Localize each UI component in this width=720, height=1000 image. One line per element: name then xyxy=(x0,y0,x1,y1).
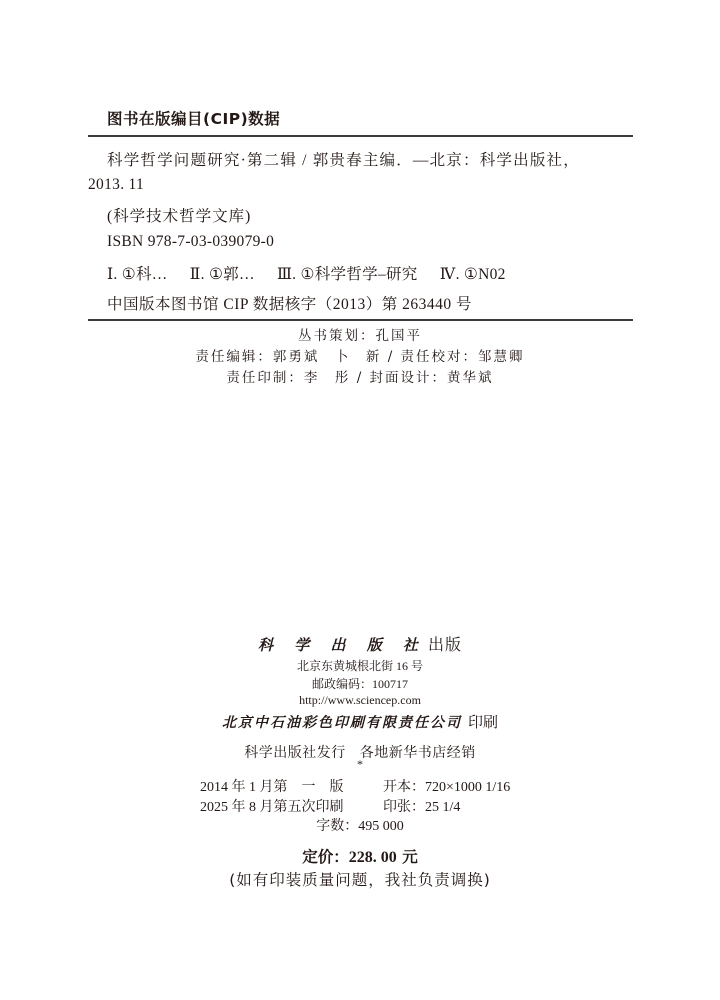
classification-item: Ⅱ. ①郭… xyxy=(189,266,255,283)
publisher-address: 北京东黄城根北街 16 号 xyxy=(296,659,423,673)
editors-credit: 责任编辑：郭勇斌 卜 新 / 责任校对：邹慧卿 xyxy=(195,349,525,365)
publisher-line xyxy=(0,632,720,655)
retailer: 各地新华书店经销 xyxy=(359,746,476,761)
price-value: 228. 00 xyxy=(348,849,397,866)
cip-bibliographic-line: 科学哲学问题研究·第二辑 / 郭贵春主编．—北京：科学出版社， xyxy=(107,152,580,169)
cip-bottom-rule xyxy=(88,319,633,321)
cip-classification-line xyxy=(107,262,524,284)
cip-title: 图书在版编目(CIP)数据 xyxy=(107,110,281,128)
format-info: 开本：720×1000 1/16 xyxy=(383,780,511,795)
cip-series-line: (科学技术哲学文库) xyxy=(107,208,252,225)
printer-suffix: 印刷 xyxy=(467,715,498,731)
classification-item: Ⅲ. ①科学哲学–研究 xyxy=(276,266,418,283)
edition-info: 2014 年 1 月第 一 版 xyxy=(200,780,344,795)
production-credit: 责任印制：李 彤 / 封面设计：黄华斌 xyxy=(226,370,494,386)
cip-isbn-line: ISBN 978-7-03-039079-0 xyxy=(107,233,275,250)
distributor: 科学出版社发行 xyxy=(244,746,346,761)
cip-top-rule xyxy=(88,135,633,137)
series-planner-credit: 丛书策划：孔国平 xyxy=(298,328,422,344)
cip-date-line: 2013. 11 xyxy=(88,176,145,193)
price-label: 定价： xyxy=(302,848,349,866)
classification-item: Ⅳ. ①N02 xyxy=(439,266,506,283)
word-count: 字数：495 000 xyxy=(316,819,404,834)
sheets-info: 印张：25 1/4 xyxy=(383,800,461,815)
price-unit: 元 xyxy=(396,848,418,866)
printer-line xyxy=(0,711,720,732)
postal-code: 邮政编码：100717 xyxy=(311,677,408,691)
printer-name: 北京中石油彩色印刷有限责任公司 xyxy=(221,715,462,731)
publisher-url: http://www.sciencep.com xyxy=(299,693,421,707)
printing-info: 2025 年 8 月第五次印刷 xyxy=(200,800,344,815)
publisher-logo-text: 科 学 出 版 社 xyxy=(258,636,426,654)
price-line xyxy=(0,845,720,867)
separator-asterisk: * xyxy=(357,757,363,771)
publisher-suffix: 出版 xyxy=(427,637,462,654)
classification-item: Ⅰ. ①科… xyxy=(107,266,168,283)
cip-record-number: 中国版本图书馆 CIP 数据核字（2013）第 263440 号 xyxy=(107,296,473,313)
quality-notice: (如有印装质量问题，我社负责调换) xyxy=(229,871,491,889)
